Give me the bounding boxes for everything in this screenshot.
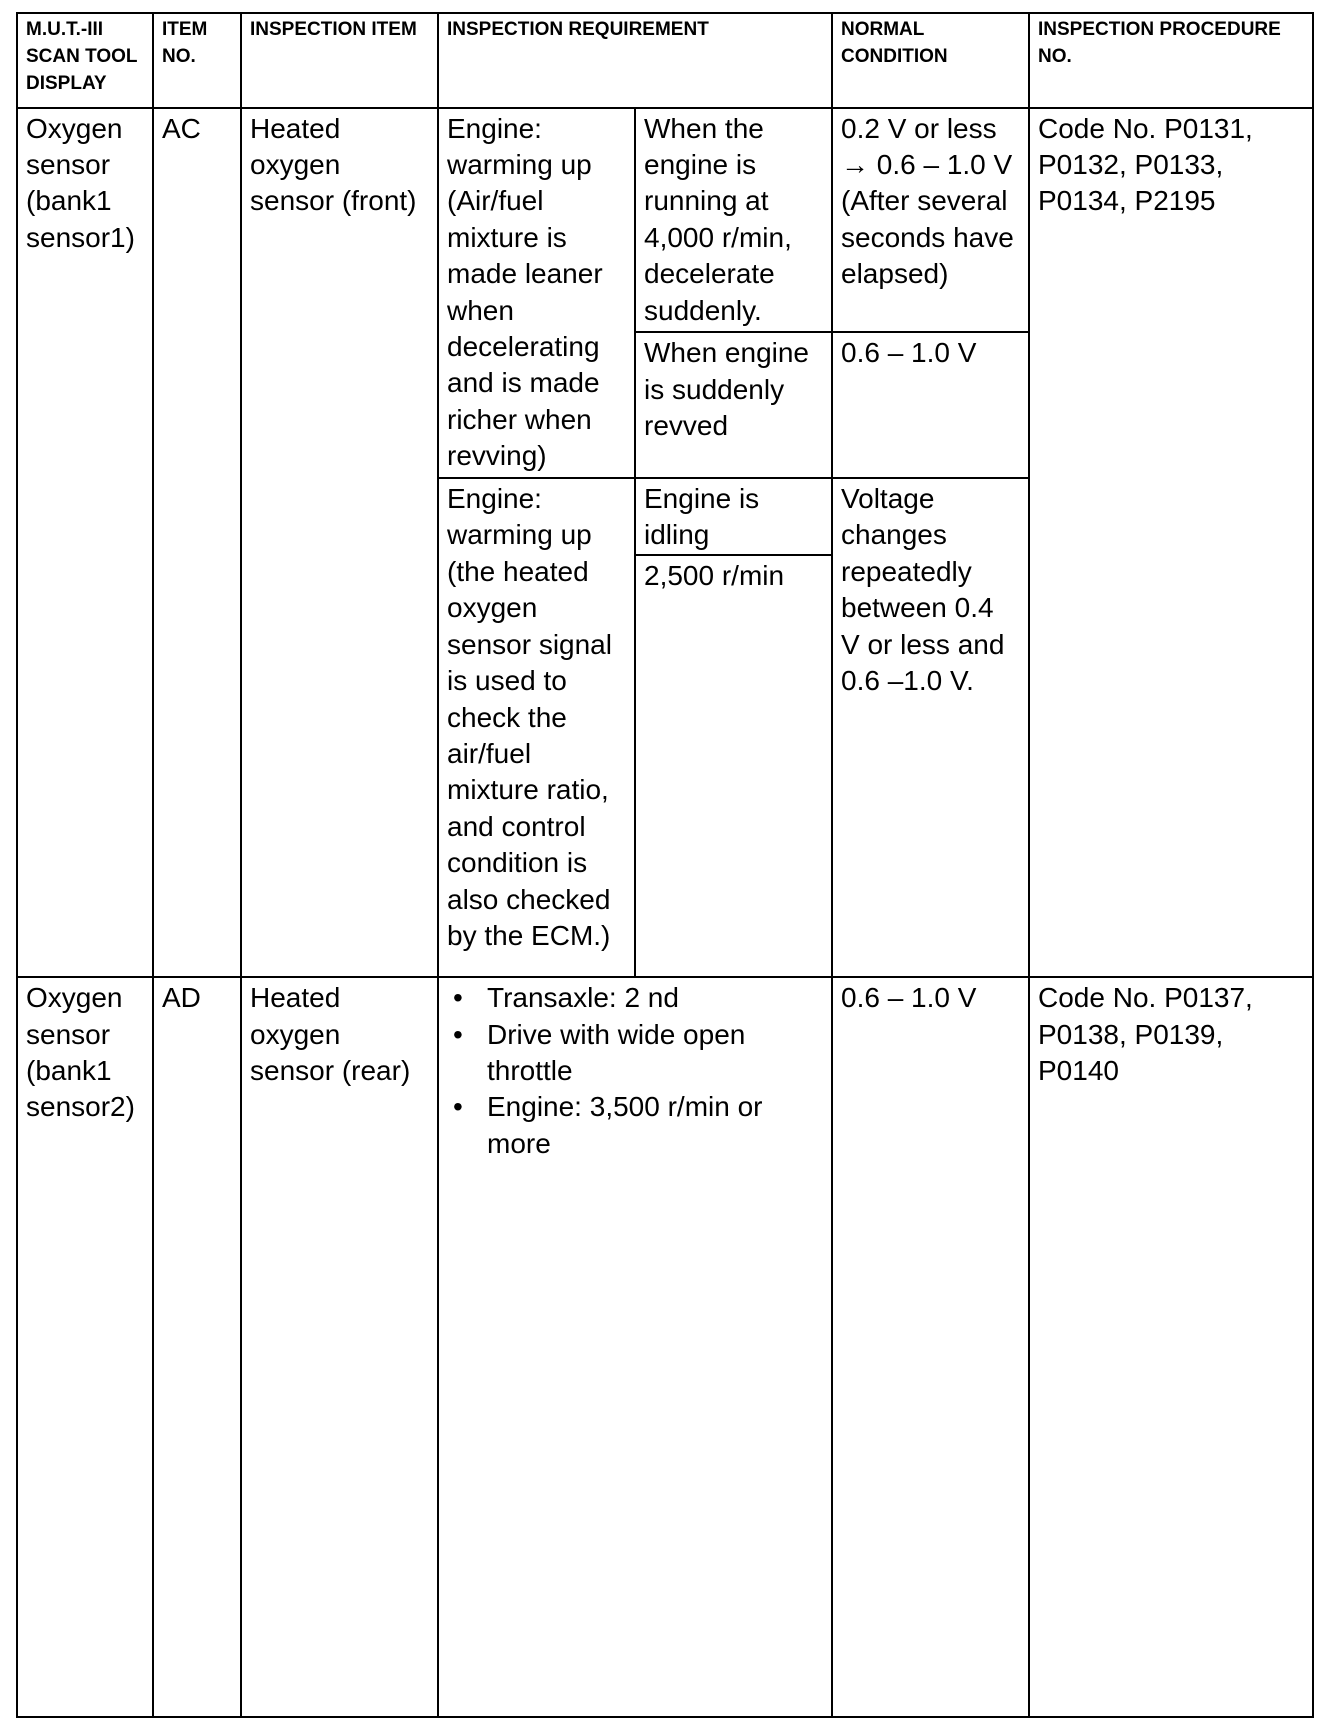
cell-requirement-b2: 2,500 r/min	[635, 555, 832, 977]
cell-normal-a1: 0.2 V or less → 0.6 – 1.0 V (After several seconds have elapsed)	[832, 108, 1029, 333]
list-item: • Drive with wide open throttle	[447, 1017, 823, 1090]
header-row	[17, 13, 1313, 108]
cell-scan-tool-display: Oxygen sensor (bank1 sensor1)	[17, 108, 153, 978]
cell-condition-b: Engine: warming up (the heated oxygen sensor signal is used to check the air/fuel mixture ratio, and control condition is also checked by the ECM.)	[438, 478, 635, 977]
header-normal-condition: NORMAL CONDITION	[832, 13, 1029, 108]
table-row	[17, 108, 1313, 333]
header-inspection-procedure: INSPECTION PROCEDURE NO.	[1029, 13, 1313, 108]
cell-inspection-procedure: Code No. P0131, P0132, P0133, P0134, P2195	[1029, 108, 1313, 978]
header-inspection-requirement: INSPECTION REQUIREMENT	[438, 13, 832, 108]
cell-requirement-a2: When engine is suddenly revved	[635, 332, 832, 478]
header-item-no: ITEM NO.	[153, 13, 241, 108]
cell-condition-a: Engine: warming up (Air/fuel mixture is made leaner when decelerating and is made richer when revving)	[438, 108, 635, 478]
cell-requirement-b1: Engine is idling	[635, 478, 832, 555]
header-scan-tool-display: M.U.T.-III SCAN TOOL DISPLAY	[17, 13, 153, 108]
cell-normal-b: Voltage changes repeatedly between 0.4 V or less and 0.6 –1.0 V.	[832, 478, 1029, 977]
cell-scan-tool-display: Oxygen sensor (bank1 sensor2)	[17, 977, 153, 1717]
cell-requirement-a1: When the engine is running at 4,000 r/min, decelerate suddenly.	[635, 108, 832, 333]
list-item: • Transaxle: 2 nd	[447, 980, 823, 1016]
inspection-table	[16, 12, 1314, 1718]
cell-item-no: AD	[153, 977, 241, 1717]
cell-normal-condition: 0.6 – 1.0 V	[832, 977, 1029, 1717]
header-inspection-item: INSPECTION ITEM	[241, 13, 438, 108]
cell-inspection-procedure: Code No. P0137, P0138, P0139, P0140	[1029, 977, 1313, 1717]
cell-inspection-requirement	[438, 977, 832, 1717]
requirement-list	[447, 980, 823, 1162]
cell-normal-a2: 0.6 – 1.0 V	[832, 332, 1029, 478]
cell-inspection-item: Heated oxygen sensor (rear)	[241, 977, 438, 1717]
table-row	[17, 977, 1313, 1717]
cell-inspection-item: Heated oxygen sensor (front)	[241, 108, 438, 978]
list-item: • Engine: 3,500 r/min or more	[447, 1089, 823, 1162]
cell-item-no: AC	[153, 108, 241, 978]
